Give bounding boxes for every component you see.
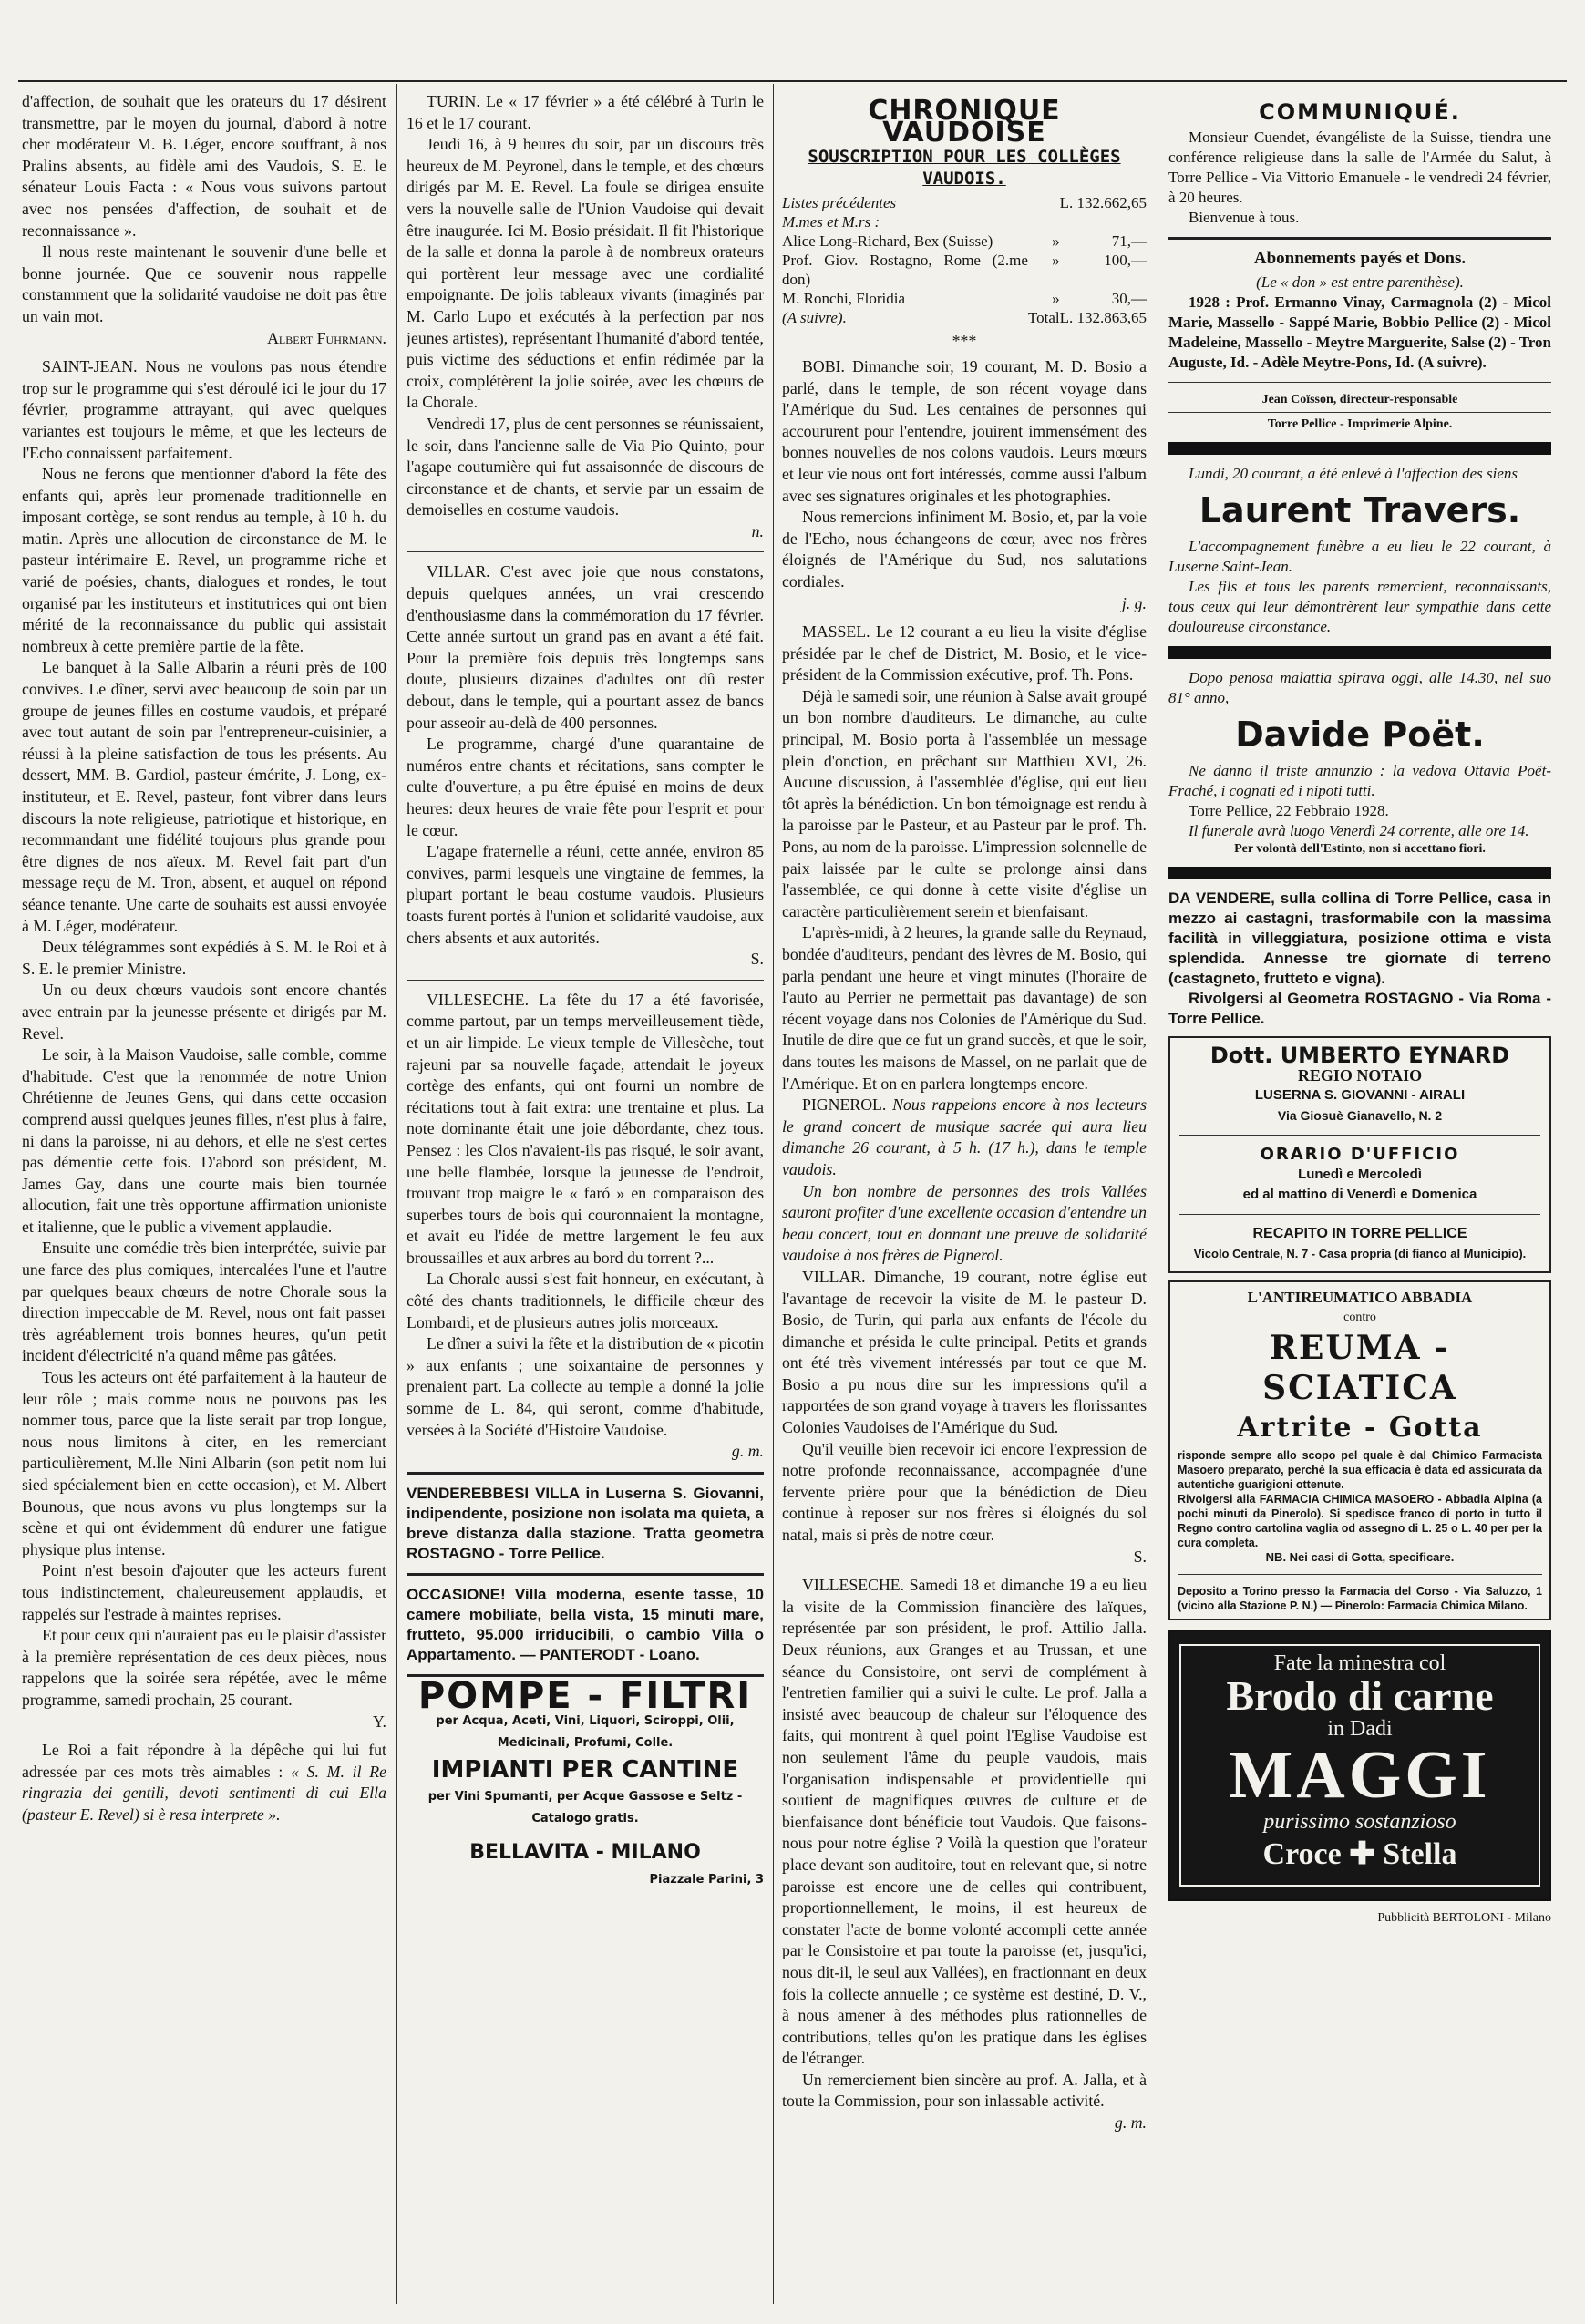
reuma-text: risponde sempre allo scopo pel quale è dal Chimico Farmacista Masoero preparato, perchè la sua efficacia è data ed assicurata da autentiche guarigioni ottenute. [1178,1449,1542,1491]
obituary-intro: Dopo penosa malattia spirava oggi, alle 14.30, nel suo 81° anno, [1168,669,1551,706]
column-4 [1168,91,1551,2306]
article-paragraph [22,1740,386,1825]
ad-title: POMPE - FILTRI [417,1674,753,1717]
maggi-line: Croce ✚ Stella [1262,1837,1457,1871]
maggi-ad [1168,1630,1551,1901]
obituary-name: Davide Poët. [1235,715,1485,755]
abonnements-title: Abonnements payés et Dons. [1253,249,1467,268]
communique-text: Bienvenue à tous. [1189,209,1300,226]
maggi-line: Brodo di carne [1226,1672,1494,1719]
orario-title: ORARIO D'UFFICIO [1260,1145,1460,1164]
article-paragraph: Le programme, chargé d'une quarantaine de numéros entre chants et récitations, sans compter le culte d'ouverture, a pu être épuisé en moins de deux heures: deux heures de vraie fête pour l'esprit et pour le cœur. [407,735,764,839]
article-paragraph: Le banquet à la Salle Albarin a réuni près de 100 convives. Le dîner, servi avec beaucoup de soin par un groupe de jeunes filles en costume vaudois, et préparé avec tout autant de soin par l'entrepreneur-cuisinier, a réussi à la pleine satisfaction de tous les présents. Au dessert, MM. B. Gardiol, pasteur émérite, J. Long, ex-instituteur, et E. Revel, pasteur, font vibrer dans leurs discours la note religieuse, patriotique et historique, en recommandant une fidélité toujours plus grande pour être dignes de nos aïeux. M. Revel fait part d'un message reçu de M. Tron, absent, et auquel on répond séance tenante. Une carte de souhaits est aussi envoyée à M. Léger, modérateur. [22,658,386,935]
subscription-name: Listes précédentes [782,194,897,212]
subscription-amount: 100,— [1104,252,1147,270]
obituary-place: Torre Pellice, 22 Febbraio 1928. [1189,802,1389,819]
signature: Y. [373,1712,386,1731]
maggi-line: Fate la minestra col [1273,1651,1446,1675]
article-paragraph: TURIN. Le « 17 février » a été célébré à Turin le 16 et le 17 courant. [407,92,764,132]
signature: g. m. [731,1442,764,1461]
subscription-row [782,193,1147,212]
quote-span: « S. M. il Re ringrazia dei gentili, devoti sentimenti di cui Ella (pasteur E. Revel) si è resa interprete ». [22,1762,386,1824]
column-1 [22,91,386,2306]
ad-address: Piazzale Parini, 3 [649,1872,764,1887]
signature: S. [750,950,764,969]
recapito-title: RECAPITO IN TORRE PELLICE [1252,1226,1467,1241]
subscription-name: M. Ronchi, Floridia [782,290,906,308]
column-divider [773,84,774,2304]
obituary-text: Les fils et tous les parents remercient, reconnaissants, tous ceux qui leur démontrèrent leur sympathie dans cette douloureuse circonstance. [1168,578,1551,635]
subscription-table [782,193,1147,327]
article-paragraph: Nous ne ferons que mentionner d'abord la fête des enfants qui, après leur promenade traditionnelle en imposant cortège, se sont rendus au temple, à 10 h. du matin. Après une allocution de circonstance de M. le pasteur intérimaire E. Revel, un programme riche et varié de poésies, chants, dialogues et rondes, le tout organisé par les instituteurs et institutrices qui ont bien mérité de la reconnaissance du public qui assistait nombreux à cette première partie de la fête. [22,465,386,655]
text-span: Le Roi a fait répondre à la dépêche qui lui fut adressée par ces mots très aimables : [22,1741,386,1781]
subscription-amount: L. 132.662,65 [1059,194,1147,212]
subscription-name: Alice Long-Richard, Bex (Suisse) [782,232,993,251]
maggi-logo: MAGGI [1229,1738,1491,1813]
divider [1168,237,1551,240]
communique-title: COMMUNIQUÉ. [1259,99,1461,125]
notaio-address: Via Giosuè Gianavello, N. 2 [1277,1108,1443,1123]
article-paragraph: Le dîner a suivi la fête et la distribution de « picotin » aux enfants ; une soixantaine de personnes y prenaient part. La collecte au temple a donné la jolie somme de L. 84, qui seront, comme d'habitude, versées à la Société d'Histoire Vaudoise. [407,1334,764,1439]
obituary-name: Laurent Travers. [1199,490,1521,530]
article-paragraph: VILLESECHE. La fête du 17 a été favorisée, comme partout, par un temps merveilleusement tiède, et un air limpide. Le vieux temple de Villesèche, tout rajeuni par sa nouvelle façade, attendait le joyeux cortège des enfants, qui ont fourni un nombre de récitations tout à fait extra: une trentaine et plus. La note dominante était une joie débordante, chez tous. Pensez : les Clos n'avaient-ils pas risqué, le soir avant, une belle flambée, lorsque la jeunesse de l'endroit, trouvant trop maigre le « faró » en comparaison des superbes tours de bois qui couronnaient la montagne, et avait eu l'idée de mettre largement le feu aux broussailles et aux arbres au bord du torrent ?... [407,990,764,1267]
obituary-note: Per volontà dell'Estinto, non si accettano fiori. [1234,842,1486,856]
article-paragraph: Point n'est besoin d'ajouter que les acteurs furent tous indistinctement, chaleureusement applaudis, et rappelés sur l'estrade à maintes reprises. [22,1561,386,1623]
article-paragraph: Tous les acteurs ont été parfaitement à la hauteur de leur rôle ; mais comme nous ne pouvons pas les nommer tous, parce que la liste serait par trop longue, nous nous limitons à citer, en les remerciant particulièrement, M.lle Nini Albarin (son petit nom lui sied spécialement bien en cette occasion), et M. Albert Bounous, que nous avons vu plus longtemps sur la scène et qui ont évidemment dû endurer une fatigue physique plus intense. [22,1368,386,1558]
ad-subtitle: IMPIANTI PER CANTINE [431,1755,739,1784]
column-divider [396,84,397,2304]
ad-text: per Acqua, Aceti, Vini, Liquori, Sciroppi, Olii, Medicinali, Profumi, Colle. [436,1714,735,1750]
subscription-amount: L. 132.863,65 [1059,309,1147,327]
subscription-mark: » [1052,290,1060,308]
article-paragraph: L'après-midi, à 2 heures, la grande salle du Reynaud, bondée d'auditeurs, pendant des lèvres de M. Bosio, qui parla pendant une heure et vingt minutes (l'horaire de l'auto au Perrier ne permettait pas davantage) de son récent voyage dans nos Colonies de l'Amérique du Sud. Inutile de dire que ce fut un grand succès, et que le soir, dans toutes les maisons de Massel, on ne parlait que de l'Amérique. Et on en parlera longtemps encore. [782,923,1147,1093]
top-rule [18,80,1567,82]
classified-ad: DA VENDERE, sulla collina di Torre Pellice, casa in mezzo ai castagni, trasformabile con la massima facilità in villeggiatura, posizione ottima e vista splendida. Annesse tre giornate di terreno (castagneto, frutteto e vigna). [1168,889,1551,987]
text-span: PIGNEROL. [802,1095,893,1115]
article-paragraph: Déjà le samedi soir, une réunion à Salse avait groupé un bon nombre d'auditeurs. Le dimanche, au culte principal, M. Bosio porta à l'assemblée un message plein d'onction, en prêchant sur Matthieu XVI, 26. Aucune discussion, à l'assemblée d'église, qui eut lieu tôt après la bénédiction. Un bon témoignage est rendu à la paroisse par le Pasteur, et au Pasteur par le prof. Th. Pons, au nom de la paroisse. L'impression solennelle de paix laissée par le culte se prolonge ainsi dans l'assemblée, ce qui donne à cette visite d'église un caractère particulièrement serein et bienfaisant. [782,686,1147,920]
divider [407,1472,764,1475]
notaio-name: Dott. UMBERTO EYNARD [1209,1043,1510,1068]
black-bar [1168,867,1551,879]
article-paragraph: d'affection, de souhait que les orateurs du 17 désirent transmettre, par le moyen du journal, d'abord à notre cher modérateur M. B. Léger, encore souffrant, à nos Pralins absents, au fidèle ami des Vaudois, S. E. le sénateur Louis Facta : « Nous vous suivons partout avec nos pensées d'affection, de souhait et de reconnaissance ». [22,92,386,240]
notaio-city: LUSERNA S. GIOVANNI - AIRALI [1254,1087,1466,1103]
reuma-ad [1168,1280,1551,1620]
reuma-nb: NB. Nei casi di Gotta, specificare. [1265,1550,1455,1564]
subscription-amount: 30,— [1111,290,1147,308]
divider [407,1573,764,1576]
section-title: CHRONIQUE VAUDOISE [868,95,1061,149]
maggi-line: purissimo sostanzioso [1263,1810,1456,1834]
deposito-text: Deposito a Torino presso la Farmacia del Corso - Via Saluzzo, 1 (vicino alla Stazione P. N.) — Pinerolo: Farmacia Chimica Milano. [1178,1585,1542,1612]
obituary-funeral: Il funerale avrà luogo Venerdì 24 corrente, alle ore 14. [1189,822,1529,839]
classified-ad: OCCASIONE! Villa moderna, esente tasse, 10 camere mobiliate, bella vista, 15 minuti mare, frutteto, 95.000 irriducibili, o cambio Villa o Appartamento. — PANTERODT - Loano. [407,1585,764,1663]
obituary-text: L'accompagnement funèbre a eu lieu le 22 courant, à Luserne Saint-Jean. [1168,538,1551,575]
maggi-line: in Dadi [1327,1717,1393,1741]
article-paragraph: Il nous reste maintenant le souvenir d'une belle et bonne journée. Que ce souvenir nous rappelle constamment que la solidarité vaudoise ne doit pas être un vain mot. [22,242,386,325]
imprint: Jean Coïsson, directeur-responsable [1261,393,1458,406]
subscription-mark [1028,212,1060,231]
article-paragraph [782,1095,1147,1180]
subscription-mark: » [1052,252,1060,270]
classified-ad: VENDEREBBESI VILLA in Luserna S. Giovanni, indipendente, posizione non isolata ma quieta, a breve distanza dalla stazione. Tratta geometra ROSTAGNO - Torre Pellice. [407,1484,764,1562]
subscription-name: (A suivre). [782,309,847,327]
divider [1179,1135,1540,1136]
signature: j. g. [1121,593,1147,612]
article-paragraph: Jeudi 16, à 9 heures du soir, par un discours très heureux de M. Peyronel, dans le temple, et des chœurs dirigés par M. E. Revel. La foule se dirigea ensuite vers la nouvelle salle de l'Union Vaudoise qui devait être inaugurée. Ici M. Bosio présidait. Il fit l'historique de la salle et donna la parole à de nombreux orateurs qui portèrent leur message avec une cordialité empoignante. De jolis tableaux vivants (imaginés par M. Carlo Lupo et exécutés à la perfection par nos jeunes artistes), représentant l'humanité d'abord tentée, puis victime des séductions et enfin rédimée par la croix, complétèrent la jolie soirée, avec les chœurs de la Chorale. [407,135,764,412]
advertising-credit: Pubblicità BERTOLONI - Milano [1377,1911,1551,1925]
reuma-text: Rivolgersi alla FARMACIA CHIMICA MASOERO - Abbadia Alpina (a pochi minuti da Pinerolo). Si spedisce franco di porto in tutto il Regno contro cartolina vaglia od assegno di L. 25 o L. 40 per per la cura completa. [1178,1493,1542,1549]
article-paragraph: La Chorale aussi s'est fait honneur, en exécutant, à côté des chants traditionnels, le difficile chœur des Lombardi, et de plusieurs autres jolis morceaux. [407,1270,764,1332]
subscription-name: M.mes et M.rs : [782,213,880,231]
subscription-mark: » [1052,232,1060,251]
divider [1168,382,1551,383]
article-paragraph: BOBI. Dimanche soir, 19 courant, M. D. Bosio a parlé, dans le temple, de son récent voyage dans l'Amérique du Sud. Les centaines de personnes qui accoururent pour l'entendre, jouirent immensément des bonnes nouvelles de nos colons vaudois. Leurs mœurs et leur vie nous ont fort intéressés, comme aussi l'album avec ses signatures originales et les photographies. [782,356,1147,505]
imprint: Torre Pellice - Imprimerie Alpine. [1267,417,1453,431]
abonnements-text: 1928 : Prof. Ermanno Vinay, Carmagnola (2) - Micol Marie, Massello - Sappé Marie, Bobbio Pellice (2) - Micol Madeleine, Massello - Meytre Marguerite, Salse (2) - Tron Auguste, Id. - Adèle Meytre-Pons, Id. (A suivre). [1168,293,1551,371]
abonnements-note: (Le « don » est entre parenthèse). [1256,273,1464,291]
black-bar [1168,646,1551,659]
communique-text: Monsieur Cuendet, évangéliste de la Suisse, tiendra une conférence religieuse dans la salle de l'Armée du Salut, à Torre Pellice - Via Vittorio Emanuele - le vendredi 24 février, à 20 heures. [1168,129,1551,206]
article-paragraph: Qu'il veuille bien recevoir ici encore l'expression de notre profonde reconnaissance, accompagnée d'une fervente prière pour que la bénédiction de Dieu continue à reposer sur nos frères si éloignés du sol natal, mais si près de notre cœur. [782,1439,1147,1545]
italic-span: Nous rappelons encore à nos lecteurs le grand concert de musique sacrée qui aura lieu dimanche 26 courant, à 5 h. (17 h.), dans le temple vaudois. [782,1095,1147,1178]
reuma-title: REUMA - SCIATICA [1262,1329,1457,1407]
subscription-row [782,289,1147,308]
obituary-intro: Lundi, 20 courant, a été enlevé à l'affection des siens [1189,465,1518,482]
pompe-filtri-ad [407,1674,764,1891]
black-bar [1168,442,1551,455]
article-paragraph: VILLAR. C'est avec joie que nous constatons, depuis quelques années, un vrai crescendo d'enthousiasme dans la commémoration du 17 février. Cette année surtout un grand pas en avant a été fait. Pour la première fois depuis très longtemps sans doute, plusieurs dizaines d'adultes ont dû rester debout, dans le temple, qui a pourtant assez de bancs pour asseoir au-delà de 400 personnes. [407,562,764,732]
article-paragraph: Et pour ceux qui n'auraient pas eu le plaisir d'assister à la première représentation de ces deux pièces, nous rappelons que la soirée sera répétée, avec le même programme, samedi prochain, 25 courant. [22,1626,386,1709]
signature: Albert Fuhrmann. [267,328,386,347]
article-paragraph: Un remerciement bien sincère au prof. A. Jalla, et à toute la Commission, pour son inlassable activité. [782,2070,1147,2111]
separator-stars: *** [952,332,977,351]
ad-text: per Vini Spumanti, per Acque Gassose e Seltz - Catalogo gratis. [427,1790,743,1825]
divider [1168,412,1551,413]
article-paragraph: Un ou deux chœurs vaudois sont encore chantés avec entrain par la jeunesse présente et dirigés par M. Revel. [22,981,386,1043]
recapito-address: Vicolo Centrale, N. 7 - Casa propria (di fianco al Municipio). [1193,1247,1527,1260]
article-paragraph: SAINT-JEAN. Nous ne voulons pas nous étendre trop sur le programme qui s'est déroulé ici le jour du 17 février, programme attrayant, qui avec quelques variantes est toujours le même, et que les lecteurs de l'Echo connaissent parfaitement. [22,357,386,462]
subscription-row [782,251,1147,289]
subscription-name: Prof. Giov. Rostagno, Rome (2.me don) [782,252,1028,289]
divider [1179,1214,1540,1215]
subscription-mark: Total [1027,309,1060,327]
article-paragraph: VILLESECHE. Samedi 18 et dimanche 19 a eu lieu la visite de la Commission financière des laïques, représentée par son président, le prof. Attilio Jalla. Deux réunions, aux Granges et au Trussan, et une séance du Consistoire, ont servi de complément à l'entretien familier qui a suivi le culte. Le prof. Jalla a insisté avec beaucoup de chaleur sur l'éloquence des faits, qui montrent à quel point l'Eglise Vaudoise est non seulement l'âme du peuple vaudois, mais l'organisation indispensable et providentielle qui soutient de magnifiques œuvres de culture et de bienfaisance dont bénéficie tout Vaudois. Que faisons-nous pour notre église ? Voilà la question que l'orateur place devant son auditoire, tout en relevant que, si notre paroisse est encore une de celles qui contribuent, proportionnellement, le moins, il est heureux de constater l'acte de bonne volonté accompli cette année par le Consistoire et par toute la paroisse (et, jusqu'ici, nous dit-il, le seul aux Vallées), en fractionnant en deux fois la collecte annuelle ; ce système est destiné, D. V., à nous amener à des méthodes plus rationnelles de contributions, telles qu'on les pratique dans les églises de l'étranger. [782,1576,1147,2068]
column-2 [407,91,764,2306]
section-subtitle: SOUSCRIPTION POUR LES COLLÈGES VAUDOIS. [808,147,1121,189]
article-paragraph: Un bon nombre de personnes des trois Vallées sauront profiter d'une excellente occasion d'entendre un beau concert, tout en donnant une preuve de solidarité vaudoise à nos frères de Pignerol. [782,1181,1147,1265]
orario-days: Lunedì e Mercoledì [1298,1167,1422,1182]
subscription-row [782,212,1147,231]
orario-days: ed al mattino di Venerdì e Domenica [1242,1187,1477,1202]
obituary-text: Ne danno il triste annunzio : la vedova Ottavia Poët-Fraché, i cognati ed i nipoti tutti. [1168,762,1551,799]
divider [1178,1574,1542,1575]
classified-ad: Rivolgersi al Geometra ROSTAGNO - Via Roma - Torre Pellice. [1168,990,1551,1027]
article-paragraph: Deux télégrammes sont expédiés à S. M. le Roi et à S. E. le premier Ministre. [22,938,386,978]
reuma-title2: Artrite - Gotta [1237,1412,1483,1444]
article-paragraph: Vendredi 17, plus de cent personnes se réunissaient, le soir, dans l'ancienne salle de Via Pio Quinto, pour l'agape coutumière qui fut assaisonnée de discours de circonstance et de chants, et servie par un essaim de demoiselles en costume vaudois. [407,414,764,519]
subscription-row [782,308,1147,327]
subscription-amount: 71,— [1111,232,1147,251]
column-3 [782,91,1147,2306]
notaio-title: REGIO NOTAIO [1297,1066,1423,1085]
reuma-contro: contro [1343,1311,1376,1324]
signature: n. [751,521,764,540]
signature: S. [1133,1547,1147,1566]
article-paragraph: Nous remercions infiniment M. Bosio, et, par la voie de l'Echo, nous échangeons de cœur, avec nos frères éloignés de l'Amérique du Sud, nos salutations cordiales. [782,508,1147,591]
reuma-head: L'ANTIREUMATICO ABBADIA [1247,1289,1473,1306]
article-paragraph: L'agape fraternelle a réuni, cette année, environ 85 convives, parmi lesquels une vingtaine de femmes, la plupart portant le beau costume vaudois. Plusieurs toasts furent portés à l'union et solidarité vaudoise, aux chers absents et aux autorités. [407,842,764,947]
subscription-amount [1060,212,1147,231]
notaio-ad [1168,1036,1551,1273]
signature: g. m. [1114,2113,1147,2133]
divider [407,551,764,552]
article-paragraph: Ensuite une comédie très bien interprétée, suivie par une farce des plus comiques, intercalées l'une et l'autre par quelques beaux chœurs de notre Chorale sous la direction impeccable de M. Revel, nous ont fait passer très agréablement trois bonnes heures, qu'un petit incident d'électricité n'a quand même pas gâtées. [22,1239,386,1365]
subscription-mark [1028,193,1060,212]
divider [407,980,764,981]
subscription-row [782,231,1147,251]
article-paragraph: MASSEL. Le 12 courant a eu lieu la visite d'église présidée par le chef de District, M. Bosio, et le vice-président de la Commission exécutive, prof. Th. Pons. [782,622,1147,684]
article-paragraph: Le soir, à la Maison Vaudoise, salle comble, comme d'habitude. C'est que la renommée de notre Union Chrétienne de Jeunes Gens, qui dans cette occasion comprend aussi quelques jeunes filles, n'est plus à faire, ni dans la paroisse, ni au dehors, et elle ne s'est certes pas démentie cette fois. D'abord son président, M. James Gay, dans une courte mais bien tournée allocution, fait une très opportune affirmation unioniste et italienne, que le public a vivement applaudie. [22,1045,386,1236]
article-paragraph: VILLAR. Dimanche, 19 courant, notre église eut l'avantage de recevoir la visite de M. le pasteur D. Bosio, de Turin, qui parla aux enfants de l'école du dimanche et présida le culte principal. Petits et grands ont été très vivement intéressés par tout ce que M. Bosio a pu nous dire sur les impressions qu'il a rapportées de son grand voyage à travers les florissantes Colonies Vaudoises de l'Amérique du Sud. [782,1267,1147,1437]
ad-brand: BELLAVITA - MILANO [469,1841,701,1865]
